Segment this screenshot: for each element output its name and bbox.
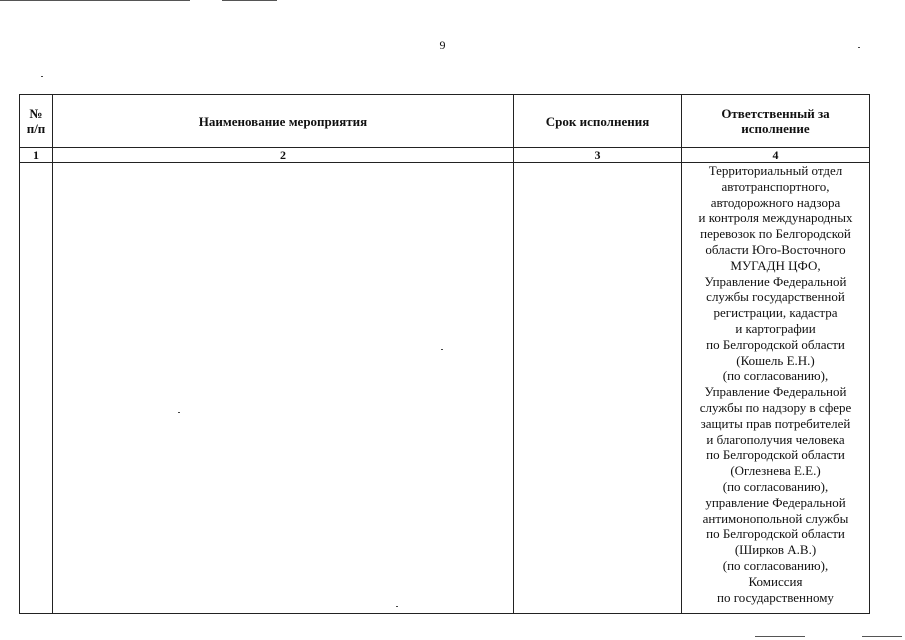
table-row: [20, 163, 870, 614]
responsible-line: и контроля международных: [698, 210, 853, 226]
responsible-line: (Ширков А.В.): [734, 542, 817, 558]
header-event-name: Наименование мероприятия: [53, 95, 514, 148]
responsible-line: Управление Федеральной: [704, 273, 847, 289]
header-responsible-label: Ответственный за исполнение: [721, 106, 830, 136]
responsible-line: Комиссия: [748, 573, 803, 589]
responsible-line: по Белгородской области: [706, 526, 845, 542]
header-deadline: Срок исполнения: [514, 95, 682, 148]
scan-artifact-line: [755, 636, 805, 637]
scan-artifact-line: [0, 0, 190, 1]
row-responsible-cell: [682, 163, 870, 614]
responsible-line: Управление Федеральной: [704, 384, 847, 400]
column-number-1: 1: [20, 148, 53, 163]
column-number-3: 3: [514, 148, 682, 163]
responsible-line: перевозок по Белгородской: [700, 226, 851, 242]
responsible-line: области Юго-Восточного: [705, 241, 846, 257]
column-number-row: [20, 148, 870, 163]
responsible-line: и благополучия человека: [706, 431, 845, 447]
page-number: 9: [439, 38, 446, 52]
responsible-line: (по согласованию),: [722, 368, 829, 384]
responsible-line: по государственному: [717, 589, 834, 605]
responsible-line: службы по надзору в сфере: [699, 399, 852, 415]
events-table: [19, 94, 870, 614]
responsible-line: и картографии: [735, 320, 816, 336]
column-number-4: 4: [682, 148, 870, 163]
responsible-line: антимонопольной службы: [702, 510, 849, 526]
column-number-2: 2: [53, 148, 514, 163]
responsible-line: регистрации, кадастра: [713, 305, 838, 321]
header-number-label: № п/п: [26, 106, 46, 136]
scan-artifact-dot: [41, 76, 43, 77]
responsible-line: по Белгородской области: [706, 336, 845, 352]
scan-artifact-line: [222, 0, 277, 1]
responsible-line: автотранспортного,: [721, 178, 830, 194]
responsible-line: управление Федеральной: [705, 494, 846, 510]
responsible-line: защиты прав потребителей: [700, 415, 851, 431]
responsible-line: службы государственной: [706, 289, 845, 305]
responsible-line: автодорожного надзора: [710, 194, 841, 210]
table-header-row: [20, 95, 870, 148]
responsible-line: (Оглезнева Е.Е.): [730, 463, 821, 479]
header-responsible: [682, 95, 870, 148]
responsible-line: (Кошель Е.Н.): [736, 352, 815, 368]
responsible-line: Территориальный отдел: [708, 163, 843, 178]
row-name-cell: [53, 163, 514, 614]
scan-artifact-line: [862, 636, 902, 637]
row-deadline-cell: [514, 163, 682, 614]
responsible-line: (по согласованию),: [722, 557, 829, 573]
responsible-line: МУГАДН ЦФО,: [730, 257, 821, 273]
row-number-cell: [20, 163, 53, 614]
responsible-line: по Белгородской области: [706, 447, 845, 463]
responsible-line: (по согласованию),: [722, 478, 829, 494]
header-number: [20, 95, 53, 148]
